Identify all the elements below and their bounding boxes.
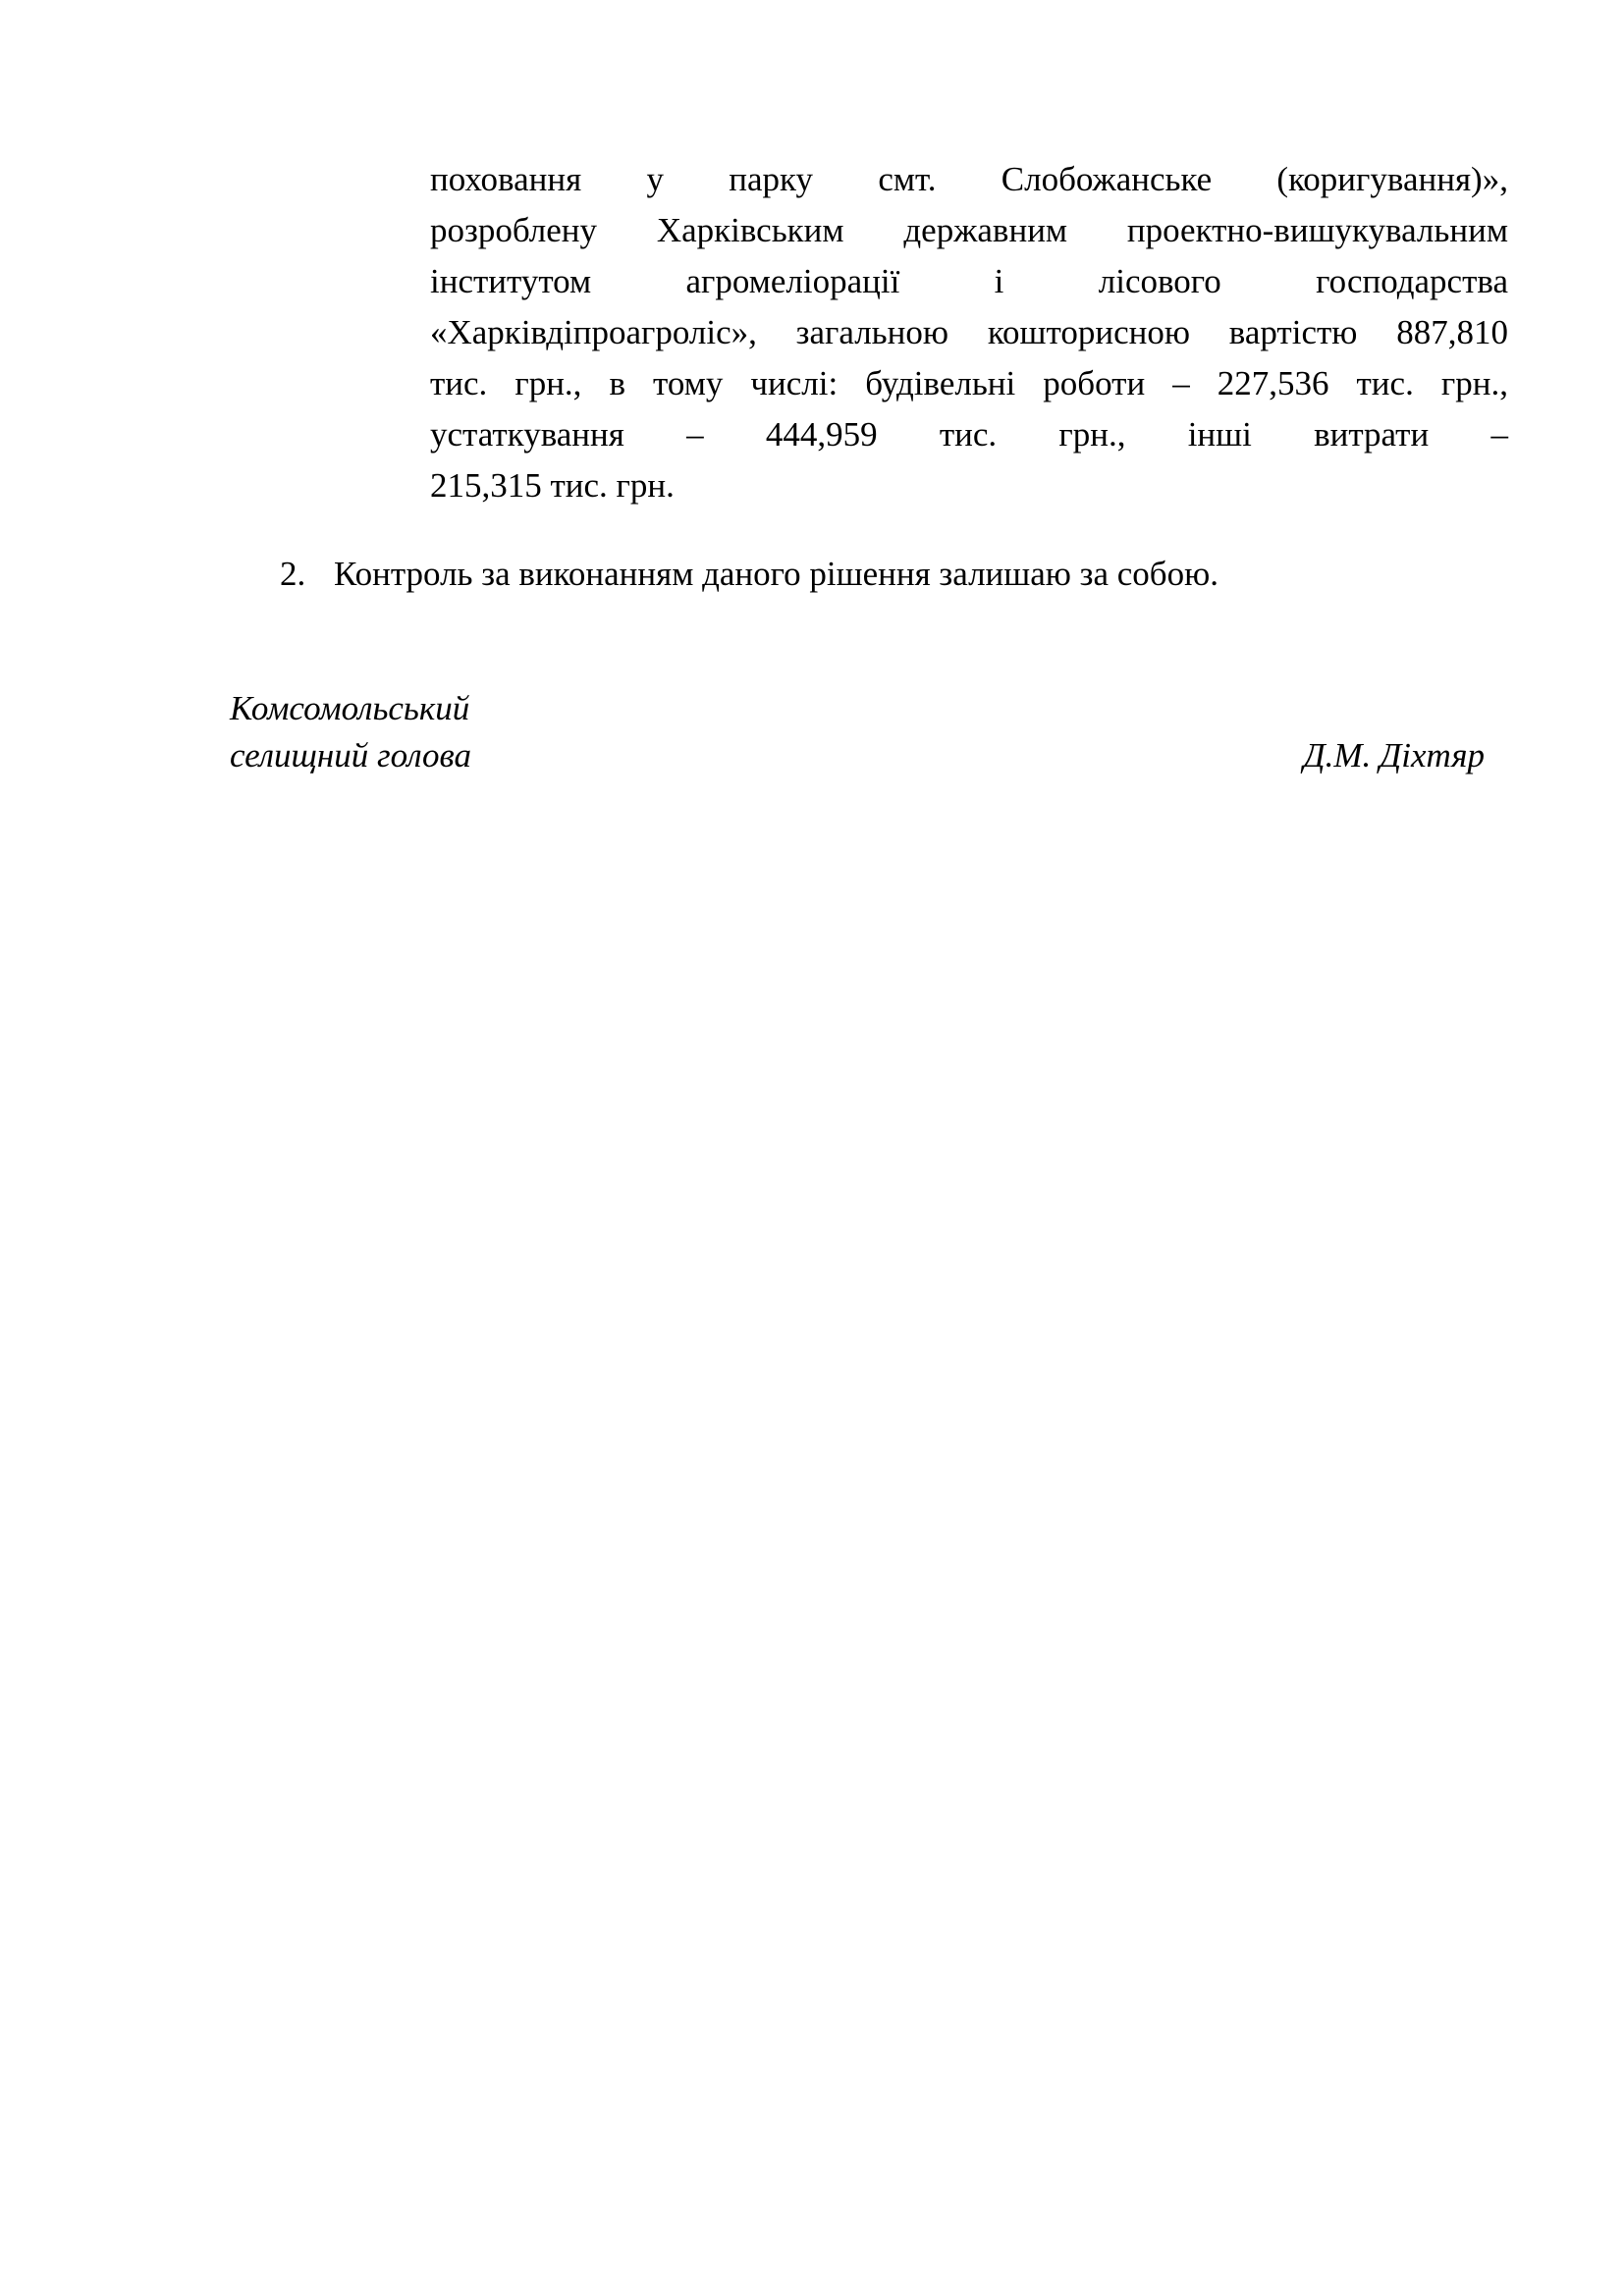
word: Слобожанське xyxy=(1001,160,1213,198)
paragraph-line-2 xyxy=(430,206,1508,255)
word: (коригування)», xyxy=(1276,160,1508,198)
word: інші xyxy=(1187,415,1252,454)
word: 227,536 xyxy=(1217,364,1329,402)
paragraph-line-4 xyxy=(430,308,1508,357)
word: інститутом xyxy=(430,262,592,300)
signature-title-line-2: селищний голова xyxy=(230,736,471,774)
word: – xyxy=(686,415,704,454)
word: у xyxy=(646,160,664,198)
paragraph-line-3 xyxy=(430,257,1508,306)
word: витрати xyxy=(1314,415,1430,454)
word: 887,810 xyxy=(1396,313,1508,351)
word: тис. xyxy=(1356,364,1414,402)
word: тому xyxy=(653,364,724,402)
word: устаткування xyxy=(430,415,624,454)
list-item-2 xyxy=(280,550,1218,599)
word: парку xyxy=(729,160,814,198)
word: лісового xyxy=(1098,262,1221,300)
word: в xyxy=(609,364,625,402)
word: і xyxy=(994,262,1004,300)
word: роботи xyxy=(1043,364,1146,402)
word: – xyxy=(1172,364,1190,402)
paragraph-line-6 xyxy=(430,410,1508,459)
paragraph-line-1 xyxy=(430,155,1508,204)
paragraph-line-7: 215,315 тис. грн. xyxy=(430,466,675,505)
word: державним xyxy=(903,211,1068,249)
word: 444,959 xyxy=(765,415,878,454)
word: грн., xyxy=(1058,415,1126,454)
word: тис. xyxy=(939,415,998,454)
word: числі: xyxy=(750,364,839,402)
word: грн., xyxy=(514,364,582,402)
word: грн., xyxy=(1440,364,1508,402)
word: смт. xyxy=(878,160,937,198)
signature-title-line-1: Комсомольський xyxy=(230,689,470,727)
paragraph-line-5 xyxy=(430,359,1508,408)
word: будівельні xyxy=(865,364,1016,402)
list-item-text: Контроль за виконанням даного рішення залишаю за собою. xyxy=(334,555,1219,593)
word: загальною xyxy=(795,313,949,351)
word: кошторисною xyxy=(987,313,1190,351)
word: «Харківдіпроагроліс», xyxy=(430,313,757,351)
list-number: 2. xyxy=(280,555,306,593)
word: проектно-вишукувальним xyxy=(1126,211,1508,249)
word: розроблену xyxy=(430,211,597,249)
word: Харківським xyxy=(656,211,844,249)
word: вартістю xyxy=(1228,313,1358,351)
word: господарства xyxy=(1316,262,1508,300)
signature-name: Д.М. Діхтяр xyxy=(1303,736,1485,774)
word: агромеліорації xyxy=(685,262,900,300)
word: – xyxy=(1490,415,1508,454)
word: тис. xyxy=(430,364,488,402)
word: поховання xyxy=(430,160,582,198)
